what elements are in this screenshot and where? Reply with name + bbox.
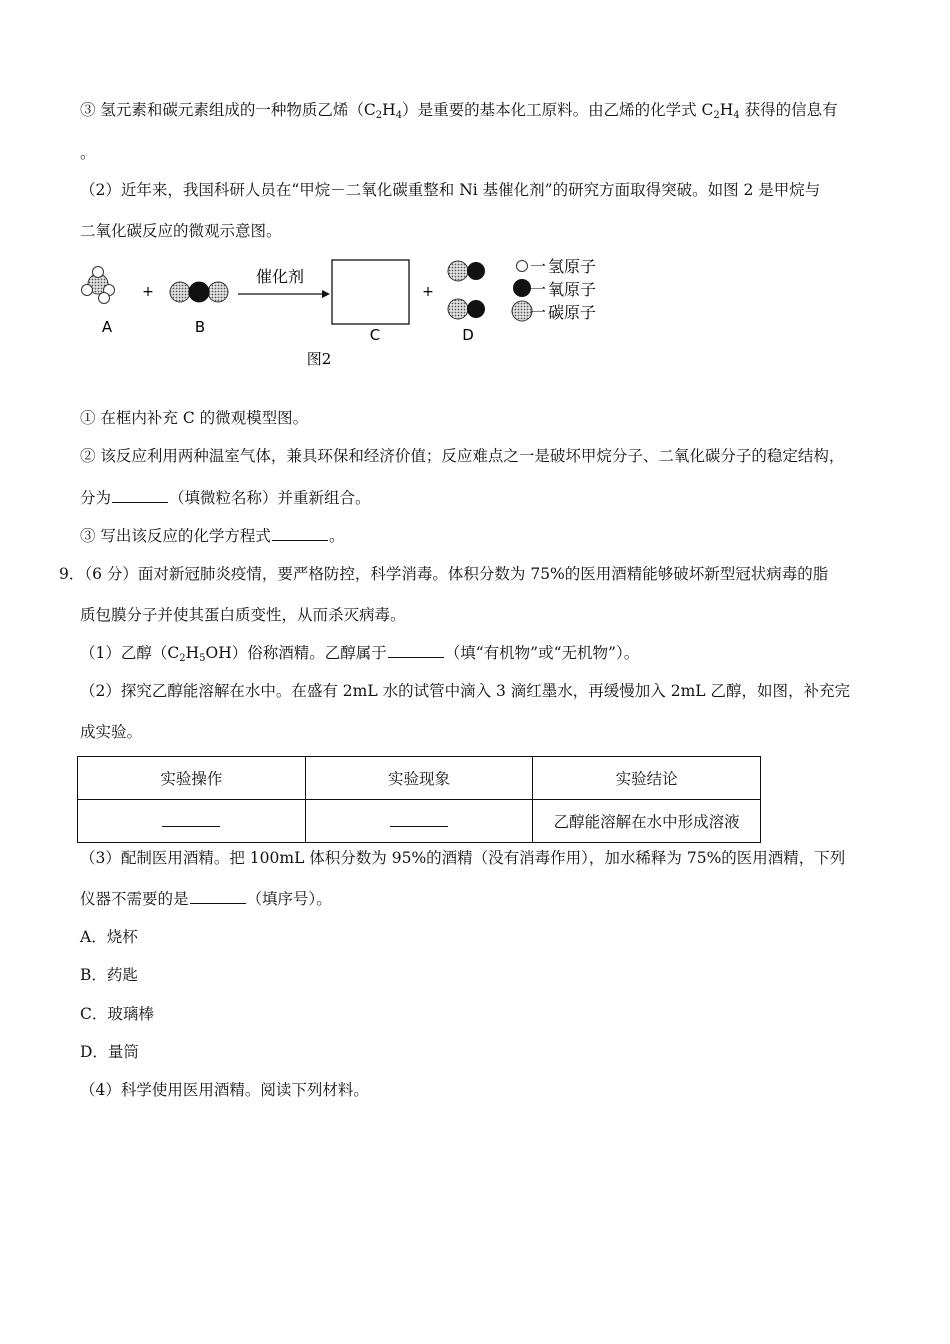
label-c: C bbox=[369, 326, 381, 344]
header-phenomenon: 实验现象 bbox=[305, 757, 533, 800]
molecule-b-co2 bbox=[170, 282, 228, 302]
q9-sub4: （4）科学使用医用酒精。阅读下列材料。 bbox=[80, 1081, 369, 1099]
q9-line1: 9．（6 分）面对新冠肺炎疫情，要严格防控，科学消毒。体积分数为 75%的医用酒精能够破坏新型冠状病毒的脂 bbox=[59, 565, 829, 583]
catalyst-label: 催化剂 bbox=[255, 267, 305, 286]
option-c[interactable]: C．玻璃棒 bbox=[80, 1005, 154, 1023]
plus-sign-2: + bbox=[422, 284, 434, 300]
legend-dash-o: 一 bbox=[530, 280, 547, 299]
answer-blank[interactable] bbox=[190, 889, 246, 904]
header-operation: 实验操作 bbox=[78, 757, 306, 800]
option-a[interactable]: A．烧杯 bbox=[80, 928, 138, 946]
option-b[interactable]: B．药匙 bbox=[80, 966, 138, 984]
table-header-row bbox=[78, 757, 761, 800]
q8-sub3-cont: 。 bbox=[80, 144, 96, 162]
figure-caption: 图2 bbox=[306, 350, 332, 368]
legend-dash-h: 一 bbox=[530, 257, 547, 276]
header-conclusion: 实验结论 bbox=[533, 757, 761, 800]
q9-sub2-line1: （2）探究乙醇能溶解在水中。在盛有 2mL 水的试管中滴入 3 滴红墨水，再缓慢加入 2mL 乙醇，如图，补充完 bbox=[80, 682, 850, 700]
legend-dash-c: 一 bbox=[530, 303, 547, 322]
legend bbox=[512, 257, 596, 322]
table-row bbox=[78, 800, 761, 843]
answer-blank[interactable] bbox=[390, 812, 448, 827]
cell-operation-blank[interactable] bbox=[78, 800, 306, 843]
box-c bbox=[332, 260, 409, 324]
cell-conclusion: 乙醇能溶解在水中形成溶液 bbox=[533, 800, 761, 843]
molecule-d-co bbox=[448, 261, 485, 319]
q8-item-3: ③ 写出该反应的化学方程式 。 bbox=[80, 527, 345, 545]
q8-sub2-line1: （2）近年来，我国科研人员在“甲烷－二氧化碳重整和 Ni 基催化剂”的研究方面取得突破。如图 2 是甲烷与 bbox=[80, 181, 821, 199]
answer-blank[interactable] bbox=[112, 488, 168, 503]
q8-sub2-line2: 二氧化碳反应的微观示意图。 bbox=[80, 222, 282, 240]
label-d: D bbox=[462, 326, 474, 344]
q9-sub1: （1）乙醇$(C_2H_5OH)$俗称酒精。乙醇属于 （填“有机物”或“无机物”）。 bbox=[80, 644, 640, 664]
label-b: B bbox=[194, 318, 206, 336]
answer-blank[interactable] bbox=[162, 812, 220, 827]
q8-item-2b: 分为 （填微粒名称）并重新组合。 bbox=[80, 489, 371, 507]
option-d[interactable]: D．量筒 bbox=[80, 1043, 139, 1061]
q9-sub3-line1: （3）配制医用酒精。把 100mL 体积分数为 95%的酒精（没有消毒作用），加水稀释为 75%的医用酒精，下列 bbox=[80, 849, 846, 867]
arrow-head bbox=[322, 290, 330, 298]
q8-item-1: ① 在框内补充 C 的微观模型图。 bbox=[80, 409, 309, 427]
cell-phenomenon-blank[interactable] bbox=[305, 800, 533, 843]
legend-carbon: 碳原子 bbox=[548, 303, 597, 322]
answer-blank[interactable] bbox=[388, 643, 444, 658]
q9-sub2-line2: 成实验。 bbox=[80, 723, 143, 741]
legend-oxygen: 氧原子 bbox=[548, 280, 597, 299]
label-a: A bbox=[101, 318, 113, 336]
q9-sub3-line2: 仪器不需要的是 （填序号）。 bbox=[80, 890, 332, 908]
plus-sign-1: + bbox=[142, 284, 154, 300]
reaction-micro-diagram bbox=[70, 248, 630, 373]
q8-sub3-line: ③ 氢元素和碳元素组成的一种物质乙烯$(C_2H_4)$是重要的基本化工原料。由乙烯的化学式 $C_2H_4$ 获得的信息有 bbox=[80, 101, 838, 121]
q8-item-2: ② 该反应利用两种温室气体，兼具环保和经济价值；反应难点之一是破坏甲烷分子、二氧化碳分子的稳定结构， bbox=[80, 447, 845, 465]
experiment-table bbox=[77, 756, 761, 843]
answer-blank[interactable] bbox=[272, 526, 328, 541]
molecule-a-methane bbox=[82, 267, 115, 304]
legend-hydrogen: 氢原子 bbox=[548, 257, 597, 276]
q9-line2: 质包膜分子并使其蛋白质变性，从而杀灭病毒。 bbox=[80, 606, 406, 624]
